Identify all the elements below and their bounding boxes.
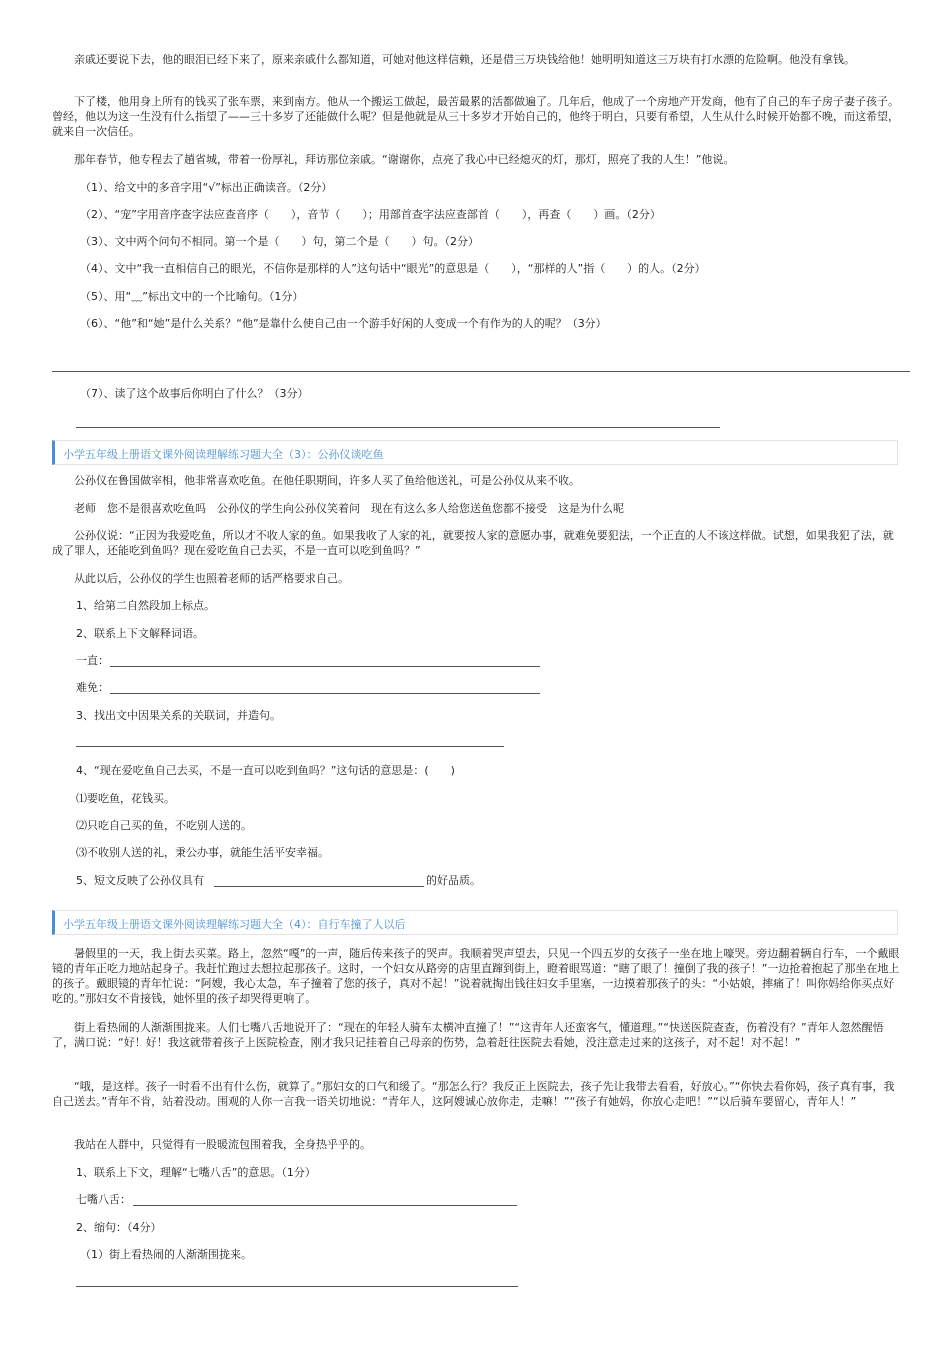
question: （3）、文中两个问句不相同。第一个是（ ）句，第二个是（ ）句。（2分）	[80, 235, 479, 248]
question: 2、缩句：（4分）	[76, 1221, 162, 1234]
word-answer-row	[76, 680, 546, 696]
question: （5）、用“﹏”标出文中的一个比喻句。（1分）	[80, 290, 304, 303]
question: 5、短文反映了公孙仪具有	[76, 874, 204, 887]
option: ⑵只吃自己买的鱼，不吃别人送的。	[76, 819, 252, 832]
question: 4、“现在爱吃鱼自己去买，不是一直可以吃到鱼吗？”这句话的意思是：( )	[76, 764, 455, 777]
answer-line[interactable]	[110, 666, 540, 667]
question: 1、联系上下文，理解“七嘴八舌”的意思。（1分）	[76, 1166, 316, 1179]
section-heading	[52, 440, 898, 465]
word-answer-row	[76, 1192, 526, 1208]
paragraph: 暑假里的一天，我上街去买菜。路上，忽然“嘎”的一声，随后传来孩子的哭声。我顺着哭声望去，只见一个四五岁的女孩子一坐在地上嚎哭。旁边翻着辆自行车，一个戴眼镜的青年正吃力地站起身子。我赶忙跑过去想拉起那孩子。这时，一个妇女从路旁的店里直蹿到街上，瞪着眼骂道：“瞎了眼了！撞倒了我的孩子！”一边抢着抱起了那坐在地上的孩子。戴眼镜的青年忙说：“阿嫂，我心太急，车子撞着了您的孩子，真对不起！”说着就掏出钱往妇女手里塞，一边摸着那孩子的头：“小姑娘，摔痛了！叫你妈给你买点好吃的。”那妇女不肯接钱，她怀里的孩子却哭得更响了。	[52, 947, 900, 1005]
paragraph: 老师 您不是很喜欢吃鱼吗 公孙仪的学生向公孙仪笑着问 现在有这么多人给您送鱼您都不接受 这是为什么呢	[74, 502, 624, 515]
question: 2、联系上下文解释词语。	[76, 627, 204, 640]
fill-row	[76, 873, 576, 889]
question: 1、给第二自然段加上标点。	[76, 599, 215, 612]
question: （7）、读了这个故事后你明白了什么？（3分）	[80, 387, 309, 400]
section-title: 小学五年级上册语文课外阅读理解练习题大全（3）：公孙仪谈吃鱼	[63, 448, 384, 461]
answer-line[interactable]	[76, 746, 504, 747]
paragraph: 我站在人群中，只觉得有一股暖流包围着我，全身热乎乎的。	[74, 1138, 371, 1151]
word-label: 一直：	[76, 654, 109, 667]
answer-line[interactable]	[214, 886, 424, 887]
question: 3、找出文中因果关系的关联词，并造句。	[76, 709, 281, 722]
question: （4）、文中“我一直相信自己的眼光，不信你是那样的人”这句话中“眼光”的意思是（ ），“那样的人”指（ ）的人。（2分）	[80, 262, 706, 275]
answer-line[interactable]	[76, 427, 720, 428]
paragraph: 从此以后，公孙仪的学生也照着老师的话严格要求自己。	[74, 572, 349, 585]
answer-line[interactable]	[52, 371, 910, 372]
answer-line[interactable]	[76, 1286, 518, 1287]
question: （1）、给文中的多音字用“√”标出正确读音。（2分）	[80, 181, 333, 194]
section-heading	[52, 910, 898, 935]
paragraph: 亲戚还要说下去，他的眼泪已经下来了，原来亲戚什么都知道，可她对他这样信赖，还是借三万块钱给他！她明明知道这三万块有打水漂的危险啊。他没有拿钱。	[74, 53, 855, 66]
question: （2）、“宠”字用音序查字法应查音序（ ），音节（ ）；用部首查字法应查部首（ ），再查（ ）画。（2分）	[80, 208, 661, 221]
option: ⑴要吃鱼，花钱买。	[76, 792, 175, 805]
answer-line[interactable]	[110, 693, 540, 694]
word-label: 难免：	[76, 681, 109, 694]
section-title: 小学五年级上册语文课外阅读理解练习题大全（4）：自行车撞了人以后	[63, 918, 406, 931]
paragraph: 那年春节，他专程去了趟省城，带着一份厚礼，拜访那位亲戚。“谢谢你，点亮了我心中已经熄灭的灯，那灯，照亮了我的人生！”他说。	[74, 153, 735, 166]
question-suffix: 的好品质。	[426, 874, 481, 887]
answer-line[interactable]	[133, 1205, 517, 1206]
question: （1）街上看热闹的人渐渐围拢来。	[80, 1248, 252, 1261]
option: ⑶不收别人送的礼，秉公办事，就能生活平安幸福。	[76, 846, 329, 859]
word-answer-row	[76, 653, 546, 669]
word-label: 七嘴八舌：	[76, 1193, 131, 1206]
question: （6）、“他”和“她”是什么关系？“他”是靠什么使自己由一个游手好闲的人变成一个有作为的人的呢？（3分）	[80, 317, 607, 330]
paragraph: 下了楼，他用身上所有的钱买了张车票，来到南方。他从一个搬运工做起，最苦最累的活都做遍了。几年后，他成了一个房地产开发商，他有了自己的车子房子妻子孩子。曾经，他以为这一生没有什么指望了——三十多岁了还能做什么呢？但是他就是从三十多岁才开始自己的，他终于明白，只要有希望，人生从什么时候开始都不晚，而这希望，就来自一次信任。	[52, 95, 899, 138]
paragraph: 公孙仪在鲁国做宰相，他非常喜欢吃鱼。在他任职期间，许多人买了鱼给他送礼，可是公孙仪从来不收。	[74, 474, 580, 487]
paragraph: “哦，是这样。孩子一时看不出有什么伤，就算了。”那妇女的口气和缓了。“那怎么行？我反正上医院去，孩子先让我带去看看，好放心。”“你快去看你妈，孩子真有事，我自己送去。”青年不肯，站着没动。围观的人你一言我一语关切地说：“青年人，这阿嫂诚心放你走，走嘛！”“孩子有她妈，你放心走吧！”“以后骑车要留心，青年人！”	[52, 1080, 895, 1108]
paragraph: 街上看热闹的人渐渐围拢来。人们七嘴八舌地说开了：“现在的年轻人骑车太横冲直撞了！”“这青年人还蛮客气，懂道理。”“快送医院查查，伤着没有？”青年人忽然醒悟了，满口说：“好！好！我这就带着孩子上医院检查，刚才我只记挂着自己母亲的伤势，急着赶往医院去看她，没注意走过来的这孩子，对不起！对不起！”	[52, 1021, 884, 1049]
paragraph: 公孙仪说：“正因为我爱吃鱼，所以才不收人家的鱼。如果我收了人家的礼，就要按人家的意愿办事，就难免要犯法，一个正直的人不该这样做。试想，如果我犯了法，就成了罪人，还能吃到鱼吗？现在爱吃鱼自己去买，不是一直可以吃到鱼吗？”	[52, 529, 894, 557]
